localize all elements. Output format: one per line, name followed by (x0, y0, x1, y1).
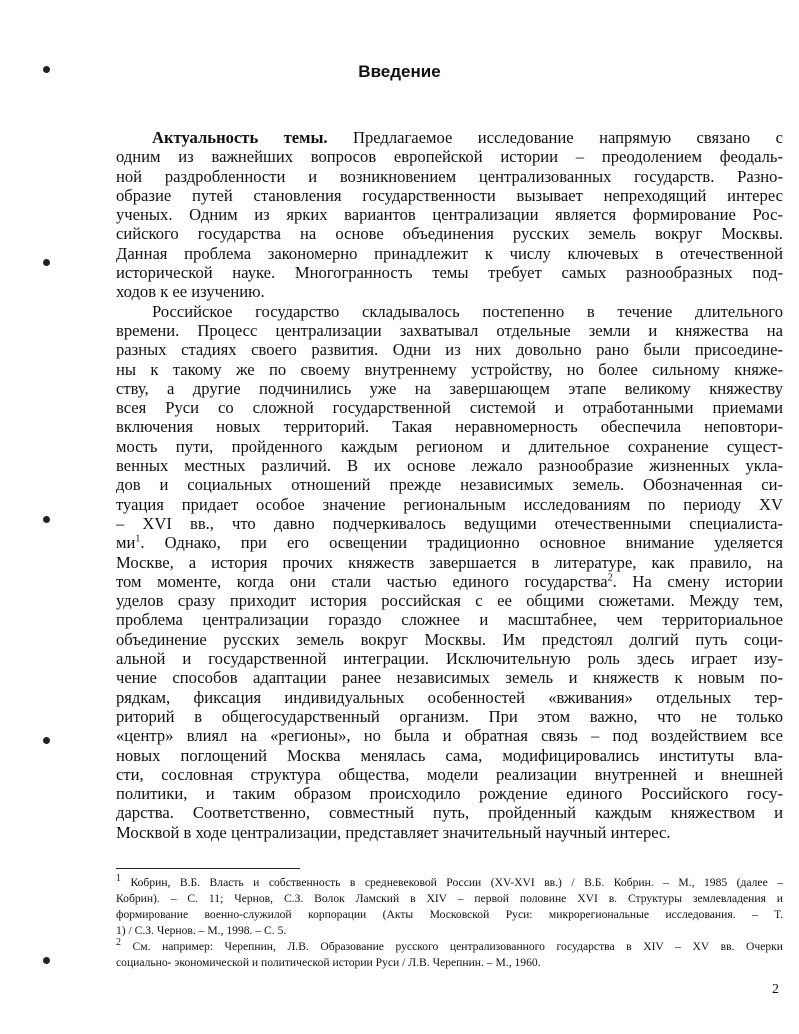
text-line: венных местных различий. В их основе лежало разнообразие жизненных укла- (116, 456, 783, 476)
binder-hole-mark (43, 259, 50, 266)
text-line: чение способов адаптации ранее независимых земель и княжеств к новым по- (116, 668, 783, 688)
text-line: объединение русских земель вокруг Москвы. Им предстоял долгий путь соци- (116, 629, 783, 649)
text-line: рядкам, фиксация индивидуальных особенностей «вживания» отдельных тер- (116, 687, 783, 707)
footnote-mark: 1 (116, 873, 121, 885)
footnote-line: Кобрин). – С. 11; Чернов, С.З. Волок Ламский в XIV – первой половине XVI в. Структуры землевладения и (116, 892, 783, 905)
main-text (116, 128, 783, 842)
text-line: туация придает особое значение региональным исследованиям по периоду XV (116, 494, 783, 514)
text-line: разных стадиях своего развития. Одни из них довольно рано были присоедине- (116, 340, 783, 360)
text-line: том моменте, когда они стали частью единого государства$^2$. На смену истории (116, 571, 783, 591)
text-line: Российское государство складывалось постепенно в течение длительного (152, 301, 783, 321)
text-line: $ми^1$. Однако, при его освещении традиционно основное внимание уделяется (116, 533, 783, 553)
text-line: «центр» влиял на «регионы», но была и обратная связь – под воздействием все (116, 726, 783, 746)
page-title: Введение (358, 62, 441, 81)
text-line: ученых. Одним из ярких вариантов централизации является формирование Рос- (116, 205, 783, 225)
text-line: сийского государства на основе объединения русских земель вокруг Москвы. (116, 224, 783, 244)
text-line: ны к такому же по своему внутреннему устройству, но более сильному княже- (116, 359, 783, 379)
text-line: исторической науке. Многогранность темы требует самых разнообразных под- (116, 263, 783, 283)
text-line: дарства. Соответственно, совместный путь, пройденный каждым княжеством и (116, 803, 783, 823)
text-line: – XVI вв., что давно подчеркивалось ведущими отечественными специалиста- (116, 513, 783, 533)
text-line: мость пути, пройденного каждым регионом и длительное сохранение сущест- (116, 436, 783, 456)
footnote-line: $^1$ Кобрин, В.Б. Власть и собственность в средневековой России (XV-XVI вв.) / В.Б. Кобрин. – М., 1985 (далее – (116, 873, 783, 889)
footnote-line: 1) / С.З. Чернов. – М., 1998. – С. 5. (116, 924, 287, 937)
text-line: Актуальность темы. Предлагаемое исследование напрямую связано с (152, 128, 783, 147)
text-line: политики, и таким образом происходило рождение единого Российского госу- (116, 784, 783, 804)
text-line: включения новых территорий. Такая неравномерность обеспечила неповтори- (116, 417, 783, 437)
text-line: одним из важнейших вопросов европейской истории – преодолением феодаль- (116, 147, 783, 167)
text-line: Москвой в ходе централизации, представляет значительный научный интерес. (116, 822, 671, 842)
text-line: альной и государственной интеграции. Исключительную роль здесь играет изу- (116, 649, 783, 669)
footnote-ref[interactable]: 2 (607, 572, 613, 584)
text-line: ной раздробленности и возникновением централизованных государств. Разно- (116, 166, 783, 186)
text-line: всея Руси со сложной государственной системой и отработанными приемами (116, 398, 783, 418)
lead-heading: Актуальность темы. (152, 128, 328, 147)
text-line: образие путей становления государственности вызывает непреходящий интерес (116, 185, 783, 205)
footnote-separator (116, 868, 300, 869)
footnote-mark: 2 (116, 937, 121, 949)
footnote-line: формирование военно-служилой корпорации (Акты Московской Руси: микрорегиональные исследования. – Т. (116, 908, 783, 921)
text-line: риторий в общегосударственный организм. При этом важно, что не только (116, 706, 783, 726)
binder-hole-mark (43, 516, 50, 523)
text-line: сти, сословная структура общества, модели реализации внутренней и внешней (116, 764, 783, 784)
text-line: Москве, а история прочих княжеств завершается в литературе, как правило, на (116, 552, 783, 572)
footnotes (116, 875, 783, 971)
text-line: времени. Процесс централизации захватывал отдельные земли и княжества на (116, 320, 783, 340)
binder-hole-mark (43, 957, 50, 964)
text-line: дов и социальных отношений прежде независимых земель. Обозначенная си- (116, 475, 783, 495)
footnote-ref[interactable]: 1 (135, 533, 141, 545)
text-line: Данная проблема закономерно принадлежит к числу ключевых в отечественной (116, 243, 783, 263)
text-line: новых поглощений Москва менялась сама, модифицировались институты вла- (116, 745, 783, 765)
text-line: ходов к ее изучению. (116, 282, 265, 302)
text-line: ству, а другие подчинились уже на завершающем этапе великому княжеству (116, 378, 783, 398)
page-number: 2 (772, 982, 779, 997)
binder-hole-mark (43, 737, 50, 744)
footnote-line: социально- экономической и политической истории Руси / Л.В. Черепнин. – М., 1960. (116, 956, 541, 969)
text-line: уделов сразу приходит история российская с ее общими сюжетами. Между тем, (116, 591, 783, 611)
text-line: проблема централизации гораздо сложнее и масштабнее, чем территориальное (116, 610, 783, 630)
footnote-line: $^2$ См. например: Черепнин, Л.В. Образование русского централизованного государства в XIV – XV вв. Очерки (116, 937, 783, 953)
